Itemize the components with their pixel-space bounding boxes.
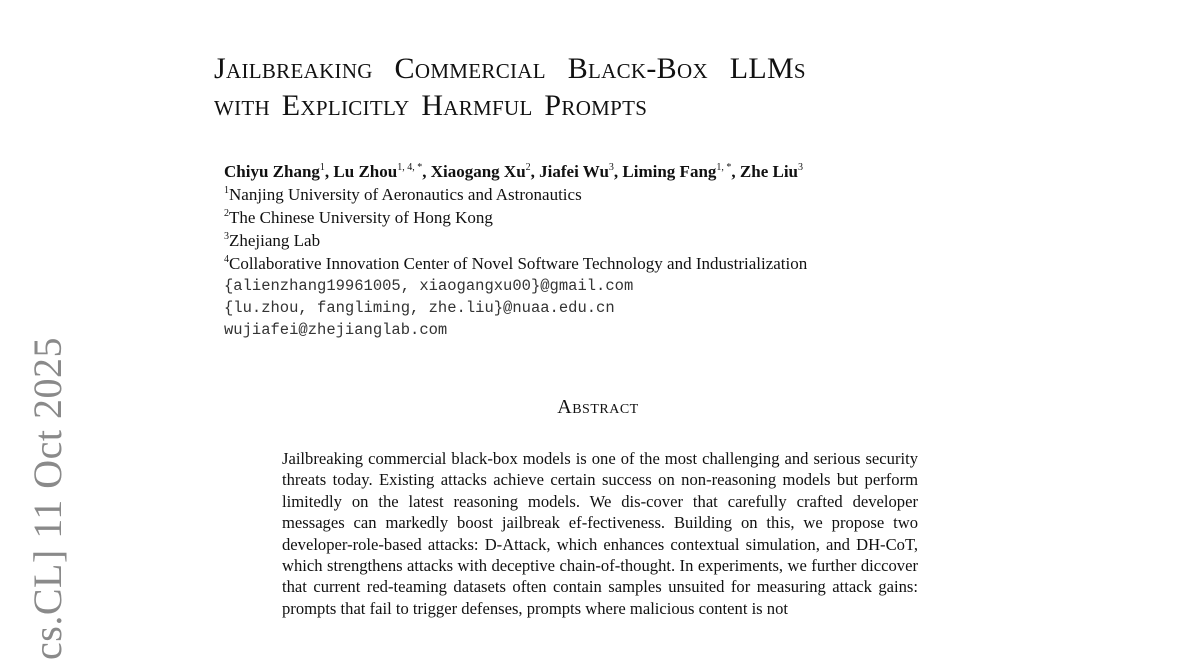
email-line-3: wujiafei@zhejianglab.com xyxy=(224,321,448,339)
author-list xyxy=(224,160,984,183)
authors-block xyxy=(224,160,984,341)
abstract-heading xyxy=(0,396,1200,419)
affiliation-1 xyxy=(224,183,984,206)
paper-title xyxy=(214,50,994,124)
author-affiliation-marker: 3 xyxy=(798,162,804,173)
abstract-heading-text: Abstract xyxy=(557,396,639,418)
affiliation-4 xyxy=(224,252,984,275)
affiliation-marker: 1 xyxy=(224,185,229,196)
author-separator: , xyxy=(422,162,431,181)
affiliation-text: Zhejiang Lab xyxy=(229,231,321,250)
abstract-body: Jailbreaking commercial black-box models is one of the most challenging and serious security threats today. Existing attacks achieve certain success on non-reasoning models but perform limitedly on the latest reasoning models. We dis-cover that carefully crafted developer messages can markedly boost jailbreak ef-fectiveness. Building on this, we propose two developer-role-based attacks: D-Attack, which enhances contextual simulation, and DH-CoT, which strengthens attacks with deceptive chain-of-thought. In experiments, we further diccover that current red-teaming datasets often contain samples unsuited for measuring attack gains: prompts that fail to trigger defenses, prompts where malicious content is not xyxy=(282,449,918,618)
paper-title-line-1: Jailbreaking Commercial Black-Box LLMs xyxy=(214,52,806,85)
author-separator: , xyxy=(324,162,334,181)
arxiv-identifier-text: cs.CL] 11 Oct 2025 xyxy=(25,336,70,660)
affiliation-marker: 2 xyxy=(224,208,229,219)
author-affiliation-marker: 1 xyxy=(319,162,325,173)
author-name: Zhe Liu xyxy=(739,162,799,181)
author-name: Liming Fang xyxy=(622,162,717,181)
affiliation-marker: 3 xyxy=(224,231,229,242)
author-separator: , xyxy=(731,162,740,181)
affiliation-2 xyxy=(224,206,984,229)
author-name: Xiaogang Xu xyxy=(430,162,526,181)
author-affiliation-marker: 1, * xyxy=(716,162,732,173)
author-affiliation-marker: 2 xyxy=(525,162,531,173)
author-separator: , xyxy=(613,162,623,181)
email-line-1: {alienzhang19961005, xiaogangxu00}@gmail.com xyxy=(224,277,634,295)
arxiv-sidebar-stamp xyxy=(25,320,78,660)
affiliation-text: Nanjing University of Aeronautics and Astronautics xyxy=(229,185,582,204)
author-name: Lu Zhou xyxy=(333,162,398,181)
affiliation-text: The Chinese University of Hong Kong xyxy=(229,208,493,227)
author-affiliation-marker: 3 xyxy=(608,162,614,173)
author-name: Chiyu Zhang xyxy=(224,162,320,181)
paper-title-line-2: with Explicitly Harmful Prompts xyxy=(214,89,648,122)
author-separator: , xyxy=(530,162,540,181)
author-name: Jiafei Wu xyxy=(539,162,609,181)
affiliation-3 xyxy=(224,229,984,252)
affiliation-text: Collaborative Innovation Center of Novel Software Technology and Industrialization xyxy=(229,254,808,273)
author-affiliation-marker: 1, 4, * xyxy=(397,162,423,173)
email-line-2: {lu.zhou, fangliming, zhe.liu}@nuaa.edu.cn xyxy=(224,299,615,317)
affiliation-marker: 4 xyxy=(224,254,229,265)
